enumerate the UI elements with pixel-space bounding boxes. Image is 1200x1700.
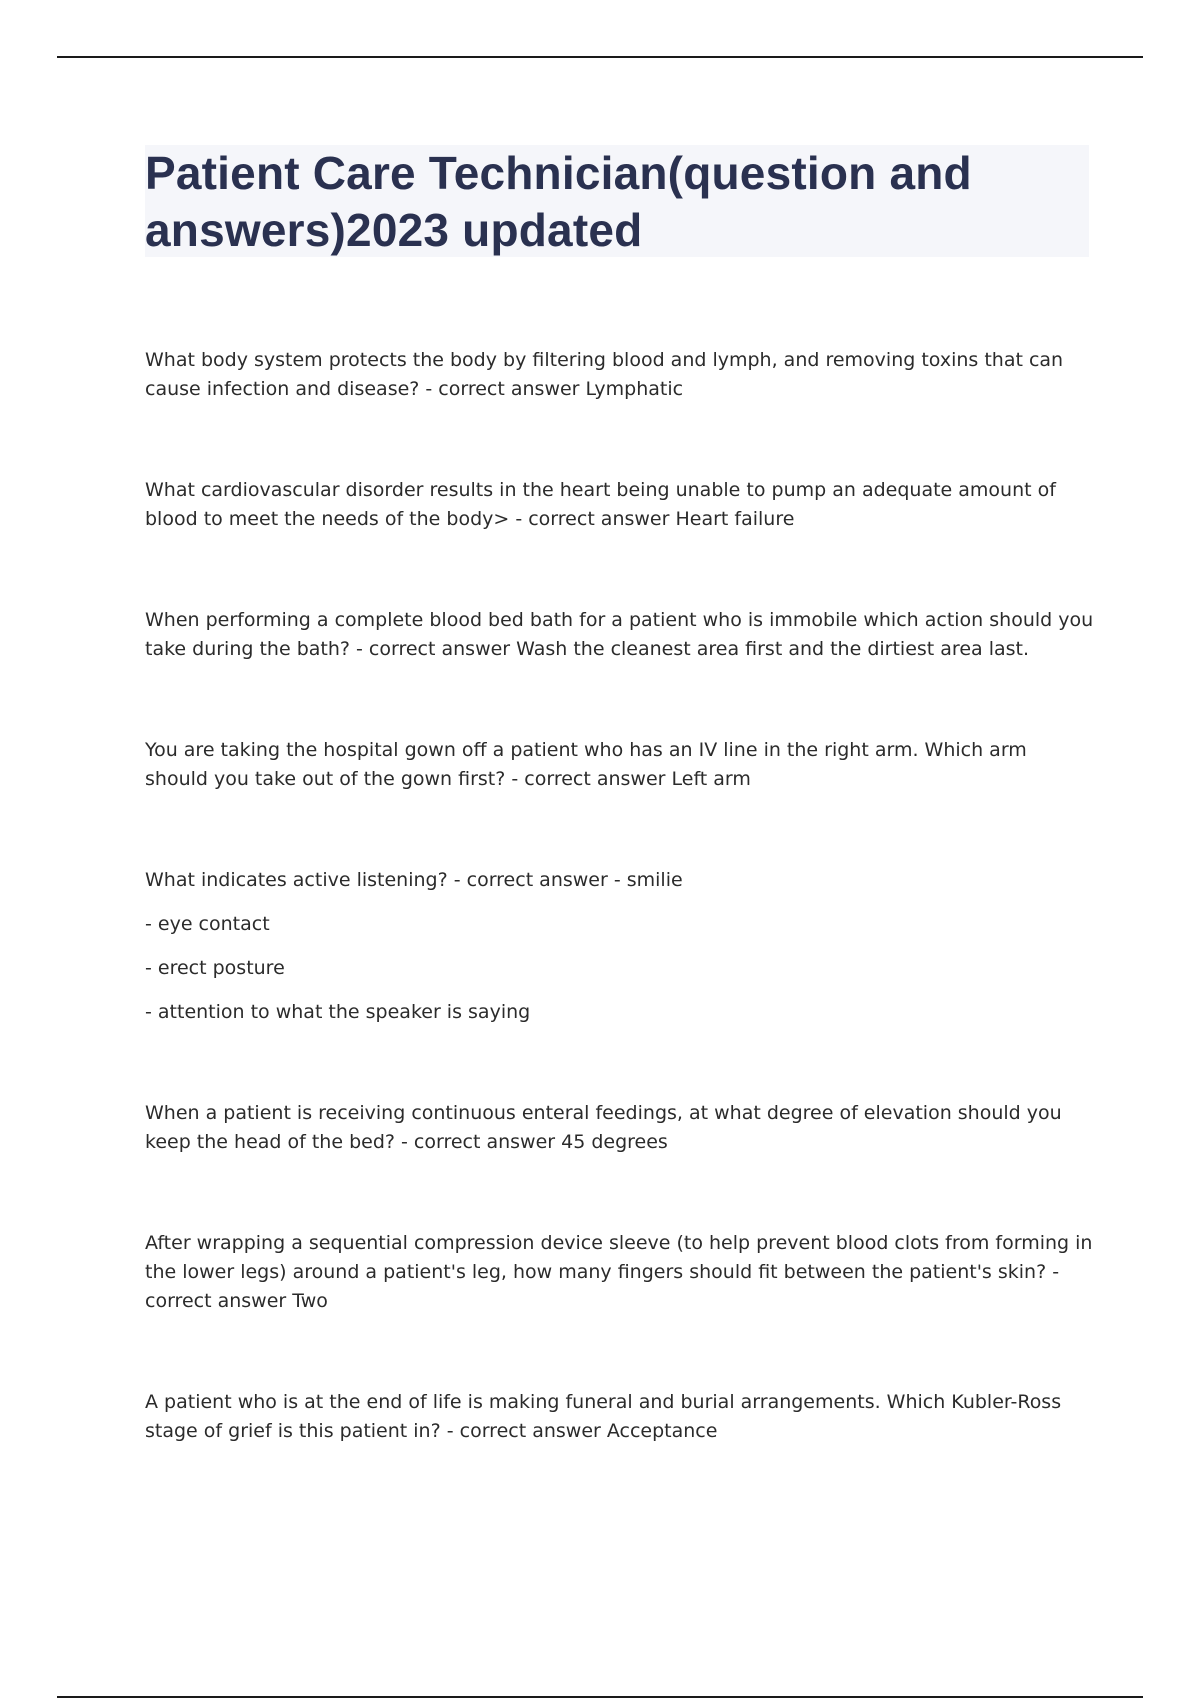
qa-item-4: [145, 736, 1095, 794]
answer-bullet: - eye contact: [145, 913, 270, 935]
qa-item-6: [145, 1099, 1095, 1157]
answer-bullet-list: [145, 910, 1095, 1027]
qa-text: A patient who is at the end of life is making funeral and burial arrangements. Which Kubler-Ross stage of grief is this patient in? - correct answer Acceptance: [145, 1391, 1062, 1442]
qa-item-8: [145, 1388, 1095, 1446]
document-title: Patient Care Technician(question and answers)2023 updated: [145, 147, 972, 256]
qa-text: What body system protects the body by filtering blood and lymph, and removing toxins that can cause infection and disease? - correct answer Lymphatic: [145, 349, 1064, 400]
qa-item-2: [145, 476, 1095, 534]
qa-item-1: [145, 346, 1095, 404]
qa-text: What cardiovascular disorder results in the heart being unable to pump an adequate amount of blood to meet the needs of the body> - correct answer Heart failure: [145, 479, 1056, 530]
qa-text: After wrapping a sequential compression device sleeve (to help prevent blood clots from forming in the lower legs) around a patient's leg, how many fingers should fit between the patient's skin? - correct answer Two: [145, 1232, 1093, 1312]
answer-bullet: - attention to what the speaker is saying: [145, 1001, 531, 1023]
qa-text: When performing a complete blood bed bath for a patient who is immobile which action should you take during the bath? - correct answer Wash the cleanest area first and the dirtiest area last.: [145, 609, 1094, 660]
qa-item-3: [145, 606, 1095, 664]
qa-text: When a patient is receiving continuous enteral feedings, at what degree of elevation should you keep the head of the bed? - correct answer 45 degrees: [145, 1102, 1062, 1153]
qa-item-5: [145, 866, 1095, 1027]
title-block: [145, 145, 1089, 257]
answer-bullet: - erect posture: [145, 957, 285, 979]
top-rule: [57, 56, 1143, 58]
qa-text: You are taking the hospital gown off a patient who has an IV line in the right arm. Which arm should you take out of the gown first? - correct answer Left arm: [145, 739, 1027, 790]
bottom-rule: [57, 1696, 1143, 1698]
qa-item-7: [145, 1229, 1095, 1316]
qa-text: What indicates active listening? - correct answer - smilie: [145, 869, 683, 891]
qa-list: [145, 346, 1095, 1518]
